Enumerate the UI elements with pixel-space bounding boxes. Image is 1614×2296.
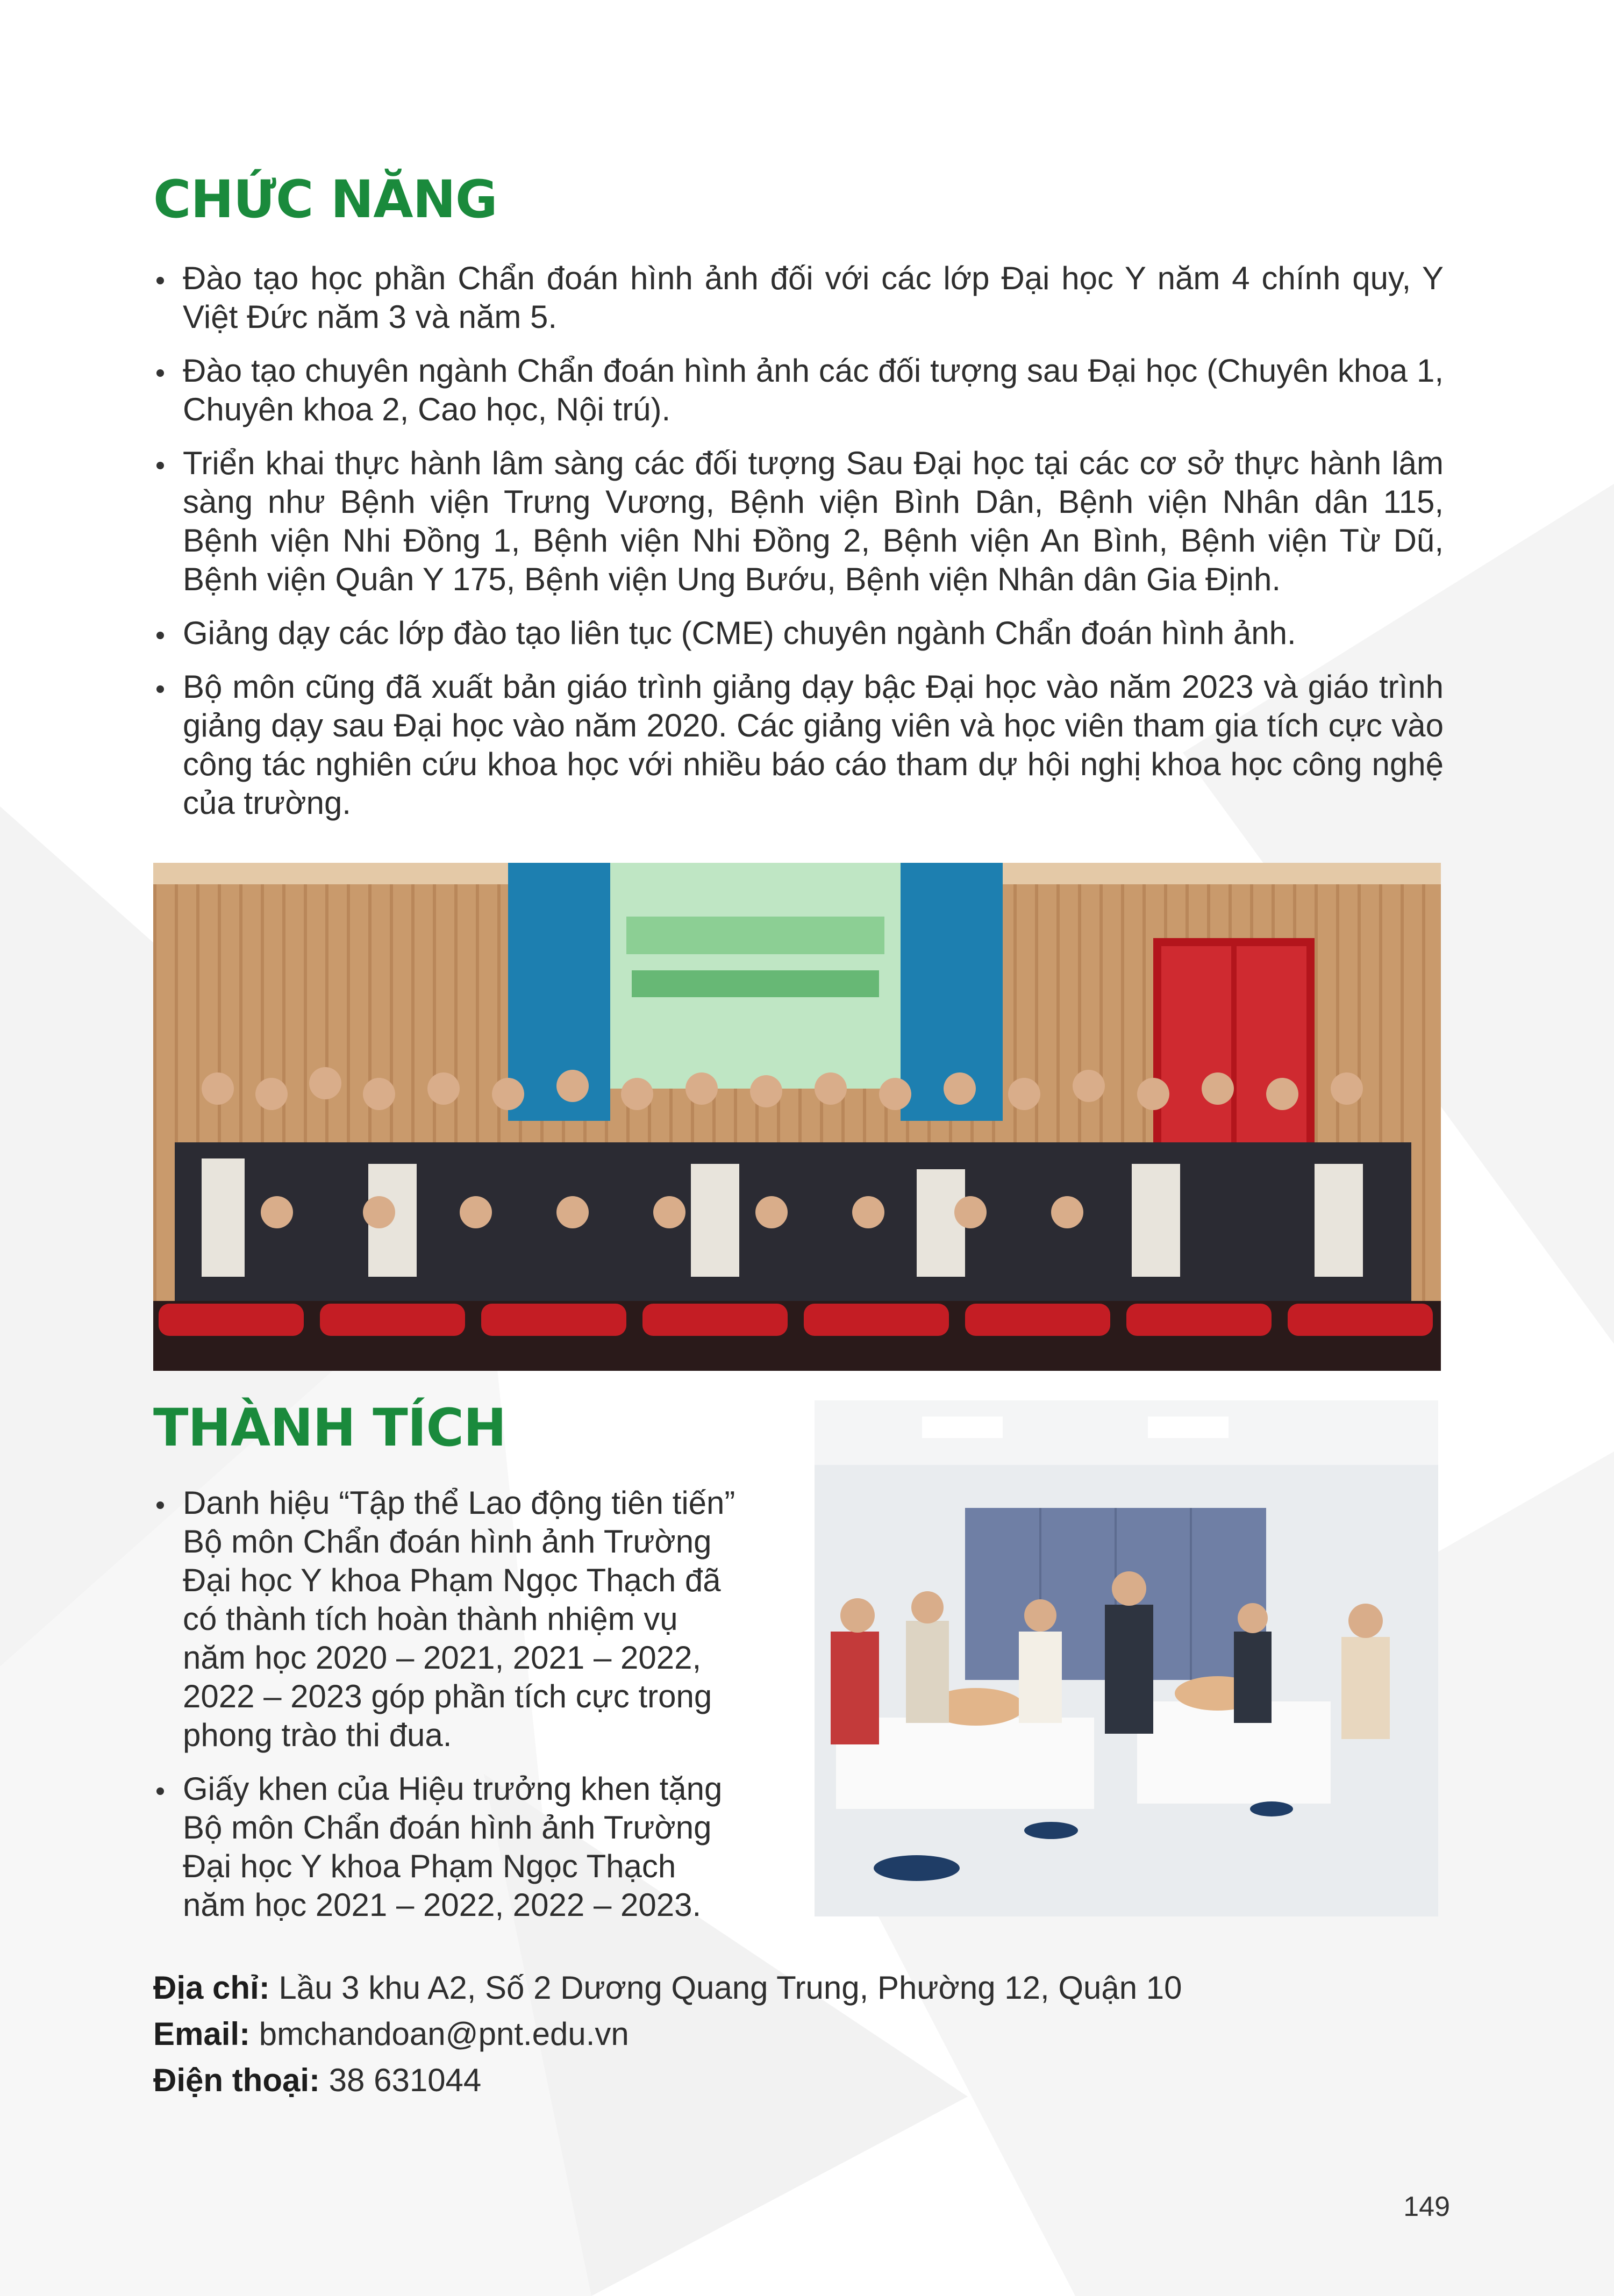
phone-value: 38 631044 — [328, 2062, 482, 2098]
section-title-functions: CHỨC NĂNG — [153, 169, 497, 230]
phone-line — [153, 2057, 1182, 2104]
achievements-list — [153, 1484, 745, 1940]
list-item: Giảng dạy các lớp đào tạo liên tục (CME) chuyên ngành Chẩn đoán hình ảnh. — [153, 614, 1444, 653]
email-line — [153, 2011, 1182, 2057]
list-item: Bộ môn cũng đã xuất bản giáo trình giảng dạy bậc Đại học vào năm 2023 và giáo trình giảng dạy sau Đại học vào năm 2020. Các giảng viên và học viên tham gia tích cực vào công tác nghiên cứu khoa học với nhiều báo cáo tham dự hội nghị khoa học công nghệ của trường. — [153, 668, 1444, 822]
group-photo — [153, 863, 1441, 1371]
section-title-achievements: THÀNH TÍCH — [153, 1398, 506, 1458]
list-item: Đào tạo học phần Chẩn đoán hình ảnh đối với các lớp Đại học Y năm 4 chính quy, Y Việt Đức năm 3 và năm 5. — [153, 259, 1444, 337]
address-line — [153, 1965, 1182, 2011]
list-item: Giấy khen của Hiệu trưởng khen tặng Bộ môn Chẩn đoán hình ảnh Trường Đại học Y khoa Phạm Ngọc Thạch năm học 2021 – 2022, 2022 – 2023. — [153, 1770, 745, 1925]
contact-info — [153, 1965, 1182, 2104]
list-item: Đào tạo chuyên ngành Chẩn đoán hình ảnh các đối tượng sau Đại học (Chuyên khoa 1, Chuyên khoa 2, Cao học, Nội trú). — [153, 352, 1444, 429]
email-label: Email: — [153, 2016, 251, 2052]
lab-photo — [815, 1400, 1438, 1916]
functions-list — [153, 259, 1444, 838]
phone-label: Điện thoại: — [153, 2062, 320, 2098]
list-item: Triển khai thực hành lâm sàng các đối tượng Sau Đại học tại các cơ sở thực hành lâm sàng như Bệnh viện Trưng Vương, Bệnh viện Bình Dân, Bệnh viện Nhân dân 115, Bệnh viện Nhi Đồng 1, Bệnh viện Nhi Đồng 2, Bệnh viện An Bình, Bệnh viện Từ Dũ, Bệnh viện Quân Y 175, Bệnh viện Ung Bướu, Bệnh viện Nhân dân Gia Định. — [153, 444, 1444, 599]
address-label: Địa chỉ: — [153, 1970, 270, 2006]
list-item: Danh hiệu “Tập thể Lao động tiên tiến” Bộ môn Chẩn đoán hình ảnh Trường Đại học Y khoa Phạm Ngọc Thạch đã có thành tích hoàn thành nhiệm vụ năm học 2020 – 2021, 2021 – 2022, 2022 – 2023 góp phần tích cực trong phong trào thi đua. — [153, 1484, 745, 1755]
page-number: 149 — [1403, 2191, 1450, 2222]
address-value: Lầu 3 khu A2, Số 2 Dương Quang Trung, Phường 12, Quận 10 — [278, 1970, 1182, 2006]
email-value[interactable]: bmchandoan@pnt.edu.vn — [259, 2016, 629, 2052]
